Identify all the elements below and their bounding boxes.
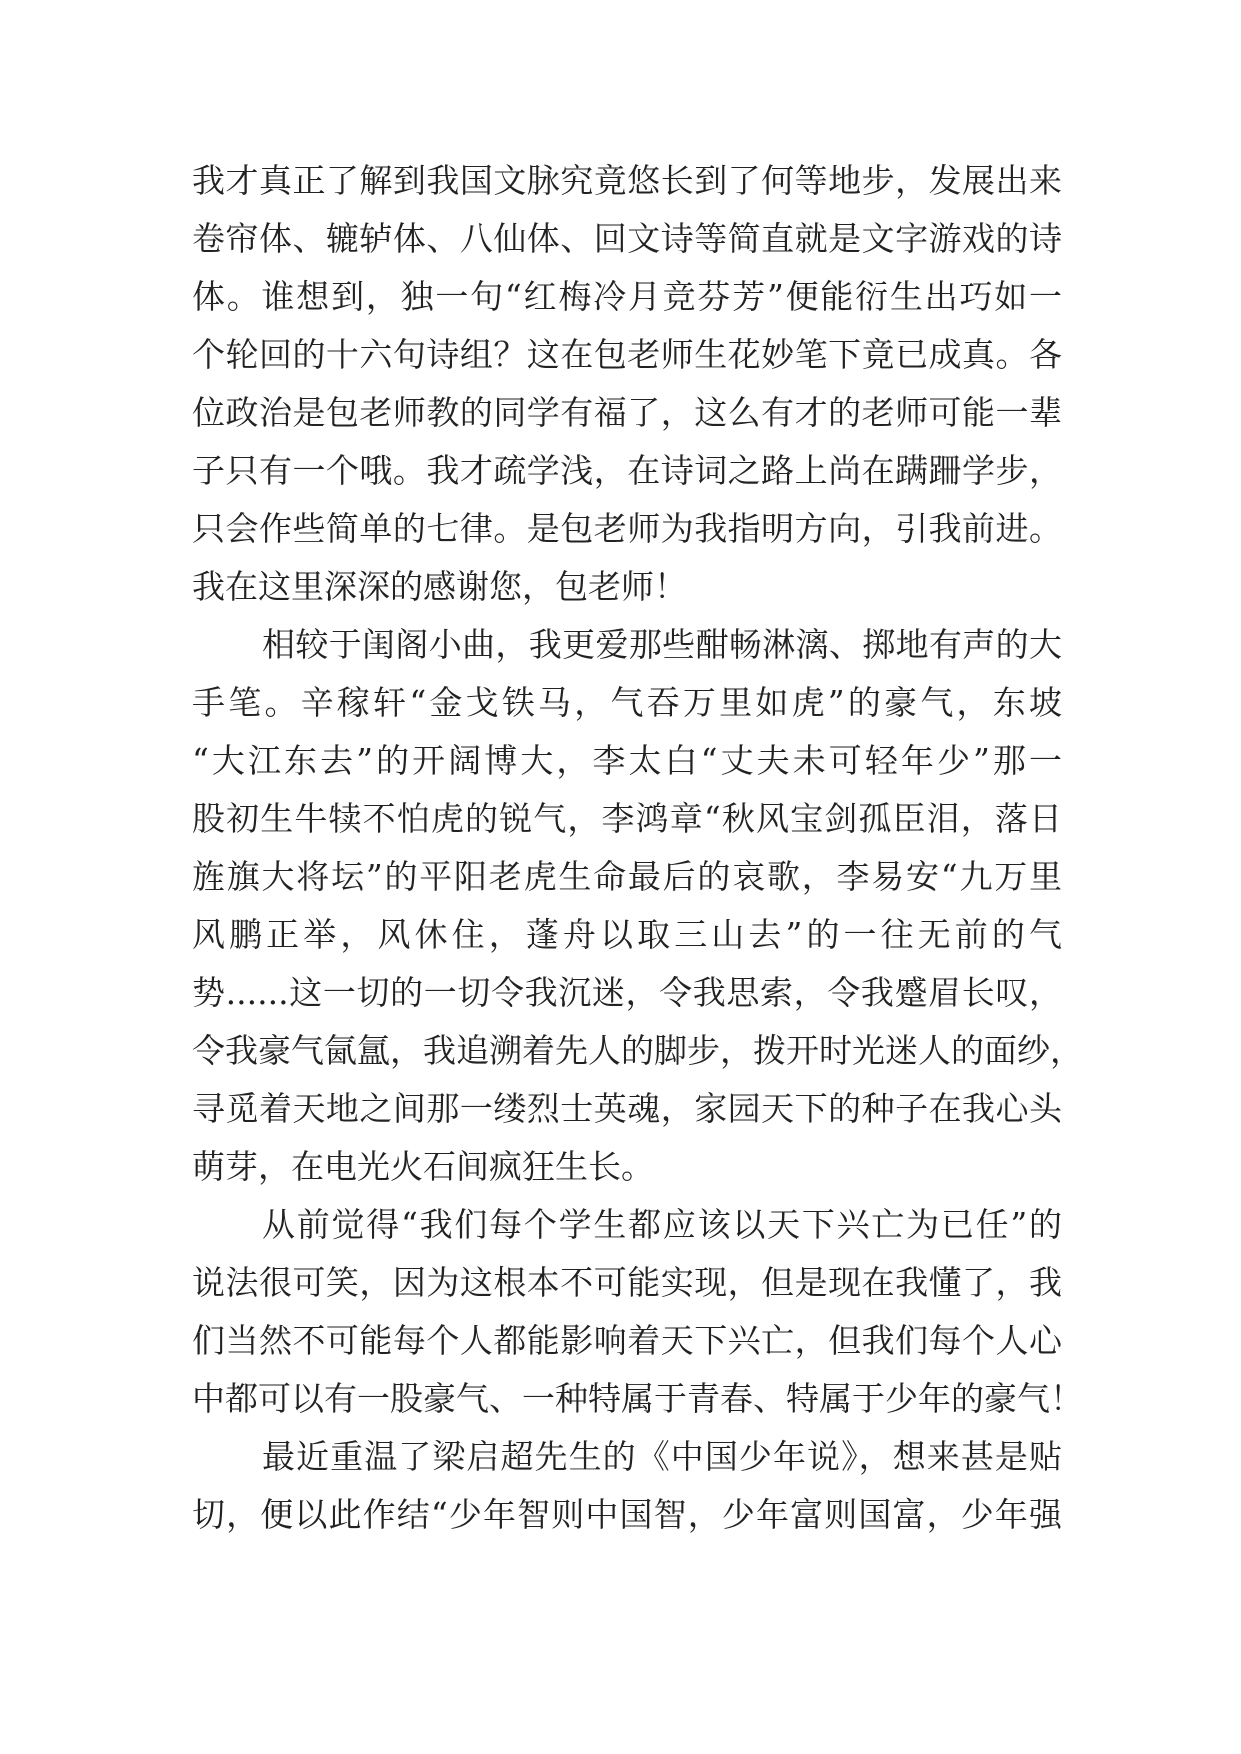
text-line: 萌芽，在电光火石间疯狂生长。 (192, 1147, 654, 1186)
text-line: 相较于闺阁小曲，我更爱那些酣畅淋漓、掷地有声的大 (262, 625, 1062, 664)
text-line: 我在这里深深的感谢您，包老师！ (192, 567, 687, 606)
text-line: 中都可以有一股豪气、一种特属于青春、特属于少年的豪气！ (192, 1379, 1083, 1418)
text-line: 从前觉得“我们每个学生都应该以天下兴亡为已任”的 (262, 1205, 1062, 1244)
text-line: 位政治是包老师教的同学有福了，这么有才的老师可能一辈 (192, 393, 1062, 432)
paragraph-4 (192, 1428, 1062, 1544)
text-line: 股初生牛犊不怕虎的锐气，李鸿章“秋风宝剑孤臣泪，落日 (192, 799, 1062, 838)
text-line: 最近重温了梁启超先生的《中国少年说》，想来甚是贴 (262, 1437, 1062, 1476)
text-line: 切，便以此作结“少年智则中国智，少年富则国富，少年强 (192, 1495, 1062, 1534)
paragraph-1 (192, 152, 1062, 616)
text-line: 势......这一切的一切令我沉迷，令我思索，令我蹙眉长叹， (192, 973, 1062, 1012)
text-line: 令我豪气氤氲，我追溯着先人的脚步，拨开时光迷人的面纱， (192, 1031, 1083, 1070)
text-line: 说法很可笑，因为这根本不可能实现，但是现在我懂了，我 (192, 1263, 1062, 1302)
text-line: “大江东去”的开阔博大，李太白“丈夫未可轻年少”那一 (192, 741, 1062, 780)
text-line: 卷帘体、辘轳体、八仙体、回文诗等简直就是文字游戏的诗 (192, 219, 1062, 258)
text-line: 寻觅着天地之间那一缕烈士英魂，家园天下的种子在我心头 (192, 1089, 1062, 1128)
text-line: 体。谁想到，独一句“红梅冷月竞芬芳”便能衍生出巧如一 (192, 277, 1062, 316)
text-line: 只会作些简单的七律。是包老师为我指明方向，引我前进。 (192, 509, 1062, 548)
paragraph-2 (192, 616, 1083, 1196)
text-line: 们当然不可能每个人都能影响着天下兴亡，但我们每个人心 (192, 1321, 1062, 1360)
body-text (192, 152, 1083, 1544)
text-line: 手笔。辛稼轩“金戈铁马，气吞万里如虎”的豪气，东坡 (192, 683, 1062, 722)
text-line: 子只有一个哦。我才疏学浅，在诗词之路上尚在蹒跚学步， (192, 451, 1062, 490)
text-line: 个轮回的十六句诗组？这在包老师生花妙笔下竟已成真。各 (192, 335, 1062, 374)
text-line: 风鹏正举，风休住，蓬舟以取三山去”的一往无前的气 (192, 915, 1062, 954)
text-line: 我才真正了解到我国文脉究竟悠长到了何等地步，发展出来 (192, 161, 1062, 200)
paragraph-3 (192, 1196, 1083, 1428)
text-line: 旌旗大将坛”的平阳老虎生命最后的哀歌，李易安“九万里 (192, 857, 1062, 896)
